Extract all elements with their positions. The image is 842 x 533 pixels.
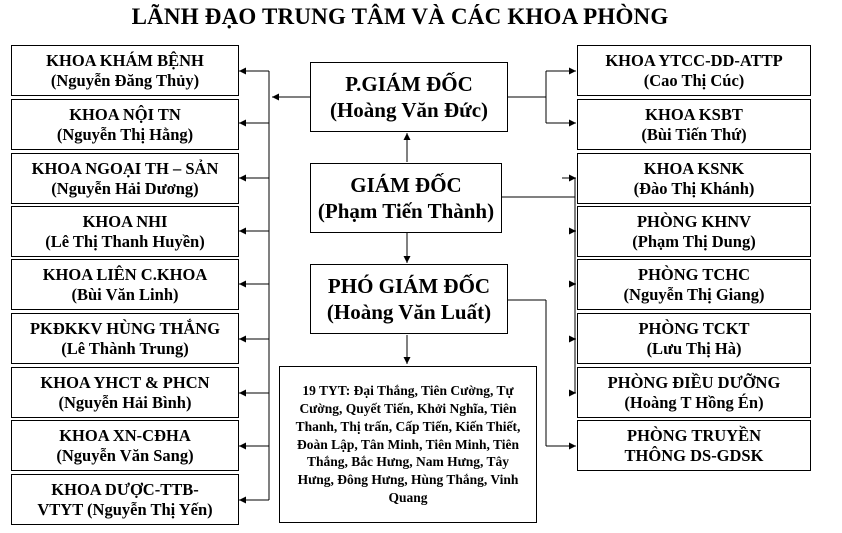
unit-khoa-duoc-ttb-vtyt <box>11 474 239 525</box>
deputy-director-top-title: P.GIÁM ĐỐC <box>345 71 473 96</box>
unit-phong-truyen-thong <box>577 420 811 471</box>
unit-person: (Hoàng T Hồng Én) <box>624 392 764 412</box>
unit-name: KHOA KSNK <box>643 159 745 179</box>
unit-name: KHOA LIÊN C.KHOA <box>42 265 208 285</box>
unit-person: (Cao Thị Cúc) <box>643 70 745 90</box>
unit-person: (Nguyễn Đăng Thủy) <box>50 70 200 90</box>
unit-khoa-yhct-phcn <box>11 367 239 418</box>
unit-name: PHÒNG KHNV <box>636 212 752 232</box>
chart-title: LÃNH ĐẠO TRUNG TÂM VÀ CÁC KHOA PHÒNG <box>131 4 669 29</box>
unit-khoa-noi-tn <box>11 99 239 150</box>
unit-name: KHOA NGOẠI TH – SẢN <box>31 159 219 179</box>
unit-person: (Bùi Tiến Thứ) <box>641 124 747 144</box>
health-stations-text: 19 TYT: Đại Thắng, Tiên Cường, Tự Cường, Quyết Tiến, Khởi Nghĩa, Tiên Thanh, Thị trấn, Cấp Tiến, Kiến Thiết, Đoàn Lập, Tân Minh, Tiên Minh, Tiên Thắng, Bắc Hưng, Nam Hưng, Tây Hưng, Đông Hưng, Hùng Thắng, Vinh Quang <box>295 383 521 506</box>
health-stations-box <box>279 366 537 523</box>
deputy-director-bottom <box>310 264 508 334</box>
unit-person: (Đào Thị Khánh) <box>633 178 755 198</box>
unit-person: (Nguyễn Thị Giang) <box>623 284 765 304</box>
unit-person: (Lê Thành Trung) <box>61 338 189 358</box>
unit-person: THÔNG DS-GDSK <box>624 445 764 465</box>
unit-person: (Nguyễn Văn Sang) <box>56 445 194 465</box>
unit-name: KHOA KHÁM BỆNH <box>46 51 204 71</box>
unit-person: (Nguyễn Hải Dương) <box>51 178 199 198</box>
deputy-director-top-person: (Hoàng Văn Đức) <box>329 98 489 122</box>
unit-pkdkkv-hung-thang <box>11 313 239 364</box>
unit-name: PHÒNG TCKT <box>638 319 750 339</box>
unit-name: PHÒNG TCHC <box>638 265 750 285</box>
unit-khoa-ksnk <box>577 153 811 204</box>
unit-name: KHOA KSBT <box>645 105 743 125</box>
deputy-director-bottom-title: PHÓ GIÁM ĐỐC <box>327 273 491 298</box>
unit-khoa-ksbt <box>577 99 811 150</box>
deputy-director-bottom-person: (Hoàng Văn Luất) <box>326 300 492 324</box>
unit-name: KHOA NỘI TN <box>69 105 181 125</box>
unit-phong-dieu-duong <box>577 367 811 418</box>
unit-person: VTYT (Nguyễn Thị Yến) <box>37 499 213 519</box>
unit-person: (Nguyễn Hải Bình) <box>58 392 192 412</box>
unit-khoa-ngoai-th-san <box>11 153 239 204</box>
unit-khoa-nhi <box>11 206 239 257</box>
unit-name: PKĐKKV HÙNG THẮNG <box>29 319 221 339</box>
unit-phong-khnv <box>577 206 811 257</box>
unit-person: (Lưu Thị Hà) <box>646 338 742 358</box>
unit-khoa-lien-c-khoa <box>11 259 239 310</box>
unit-name: PHÒNG ĐIỀU DƯỠNG <box>607 373 781 393</box>
unit-name: KHOA NHI <box>82 212 168 232</box>
unit-name: KHOA YHCT & PHCN <box>40 373 210 393</box>
unit-phong-tckt <box>577 313 811 364</box>
director-box <box>310 163 502 233</box>
deputy-director-top <box>310 62 508 132</box>
unit-person: (Lê Thị Thanh Huyền) <box>45 231 205 251</box>
unit-name: KHOA DƯỢC-TTB- <box>51 480 199 500</box>
unit-person: (Nguyễn Thị Hằng) <box>56 124 194 144</box>
unit-name: KHOA YTCC-DD-ATTP <box>605 51 783 71</box>
director-person: (Phạm Tiến Thành) <box>317 199 495 223</box>
unit-khoa-xn-cdha <box>11 420 239 471</box>
unit-person: (Phạm Thị Dung) <box>632 231 756 251</box>
unit-person: (Bùi Văn Linh) <box>71 284 179 304</box>
unit-khoa-kham-benh <box>11 45 239 96</box>
unit-phong-tchc <box>577 259 811 310</box>
unit-name: KHOA XN-CĐHA <box>59 426 191 446</box>
unit-name: PHÒNG TRUYỀN <box>627 426 761 446</box>
director-title: GIÁM ĐỐC <box>350 172 462 197</box>
unit-khoa-ytcc-dd-attp <box>577 45 811 96</box>
